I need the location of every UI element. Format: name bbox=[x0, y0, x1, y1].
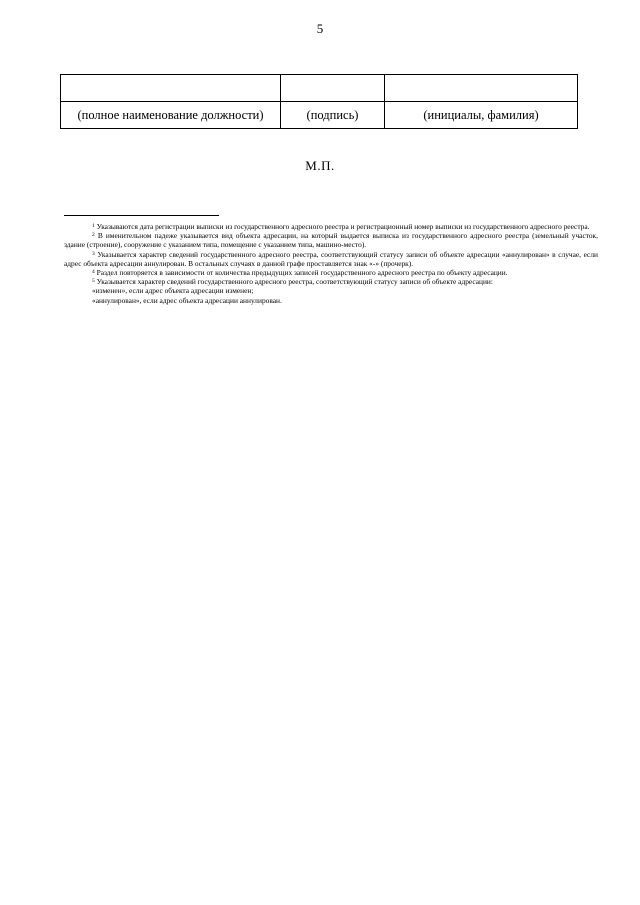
footnote-5 bbox=[64, 277, 598, 286]
position-blank-cell bbox=[61, 75, 281, 102]
page-number: 5 bbox=[316, 21, 324, 36]
footnote-3 bbox=[64, 250, 598, 268]
footnote-text: Указывается характер сведений государственного адресного реестра, соответствующий статусу записи об объекте адресации «аннулирован» в случае, если адрес объекта адресации аннулирован. В остальных случаях в данной графе проставляется знак «-» (прочерк). bbox=[64, 249, 598, 268]
initials-surname-label: (инициалы, фамилия) bbox=[385, 102, 578, 129]
signature-blank-cell bbox=[281, 75, 385, 102]
footnote-1 bbox=[64, 222, 598, 231]
footnote-mark: 5 bbox=[92, 278, 95, 285]
footnote-2 bbox=[64, 231, 598, 249]
signature-labels-row bbox=[61, 102, 578, 129]
footnote-5-line-changed bbox=[64, 286, 598, 295]
footnote-mark: 2 bbox=[92, 232, 95, 239]
footnote-text: «аннулирован», если адрес объекта адресации аннулирован. bbox=[92, 295, 282, 305]
name-blank-cell bbox=[385, 75, 578, 102]
footnote-mark: 3 bbox=[92, 250, 95, 257]
signature-blank-row bbox=[61, 75, 578, 102]
footnote-text: Раздел повторяется в зависимости от количества предыдущих записей государственного адресного реестра по объекту адресации. bbox=[96, 268, 508, 278]
footnotes bbox=[64, 222, 598, 305]
position-label: (полное наименование должности) bbox=[61, 102, 281, 129]
footnote-5-line-annulled bbox=[64, 296, 598, 305]
signature-label: (подпись) bbox=[281, 102, 385, 129]
footnote-separator bbox=[64, 215, 219, 216]
footnote-mark: 4 bbox=[92, 269, 95, 276]
footnote-text: Указываются дата регистрации выписки из государственного адресного реестра и регистрационный номер выписки из государственного адресного реестра. bbox=[96, 222, 590, 231]
footnote-text: «изменен», если адрес объекта адресации изменен; bbox=[92, 286, 254, 296]
footnote-mark: 1 bbox=[92, 223, 95, 229]
footnote-text: Указывается характер сведений государственного адресного реестра, соответствующий статусу записи об объекте адресации: bbox=[96, 277, 493, 287]
footnote-4 bbox=[64, 268, 598, 277]
stamp-place-label: М.П. bbox=[305, 158, 335, 173]
footnote-text: В именительном падеже указывается вид объекта адресации, на который выдается выписка из государственного адресного реестра (земельный участок, здание (строение), сооружение с указанием типа, помещение с указанием типа, машино-место). bbox=[64, 231, 599, 250]
signature-table bbox=[60, 74, 578, 129]
